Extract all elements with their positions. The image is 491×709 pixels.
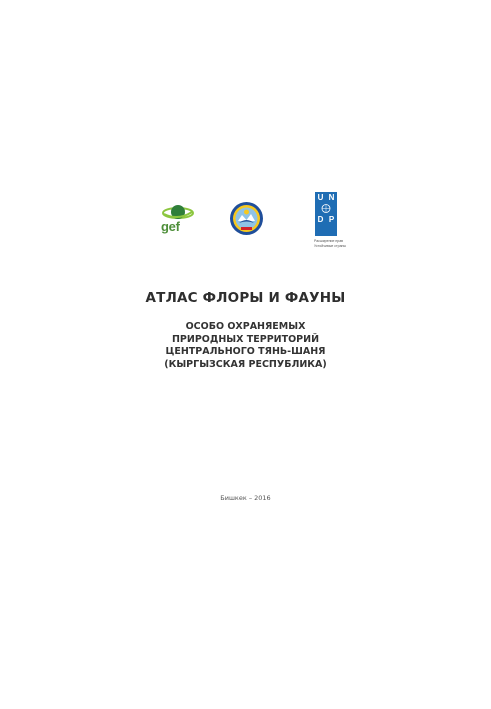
subtitle-line: ЦЕНТРАЛЬНОГО ТЯНЬ-ШАНЯ [165, 346, 326, 358]
undp-tagline-line-1: Расширение прав [314, 239, 344, 243]
gef-wordmark: gef [161, 219, 180, 234]
undp-tagline-line-2: Устойчивые страны [314, 244, 346, 248]
undp-letter-p: P [328, 215, 335, 224]
undp-letter-u: U [317, 193, 324, 202]
logo-row [0, 0, 491, 270]
document-subtitle [0, 321, 491, 371]
subtitle-line: ПРИРОДНЫХ ТЕРРИТОРИЙ [171, 333, 320, 345]
state-emblem [229, 201, 264, 236]
place-and-year: Бишкек – 2016 [220, 494, 271, 502]
document-title: АТЛАС ФЛОРЫ И ФАУНЫ [145, 290, 346, 306]
gef-logo [161, 203, 195, 237]
undp-letter-d: D [317, 215, 324, 224]
un-emblem-icon [315, 203, 337, 214]
undp-logo [314, 192, 346, 258]
undp-letter-grid [315, 192, 337, 236]
emblem-icon [229, 201, 264, 236]
subtitle-line: ОСОБО ОХРАНЯЕМЫХ [185, 321, 306, 332]
subtitle-line: (КЫРГЫЗСКАЯ РЕСПУБЛИКА) [164, 358, 327, 370]
undp-letter-n: N [328, 193, 335, 202]
undp-tagline [314, 239, 354, 249]
